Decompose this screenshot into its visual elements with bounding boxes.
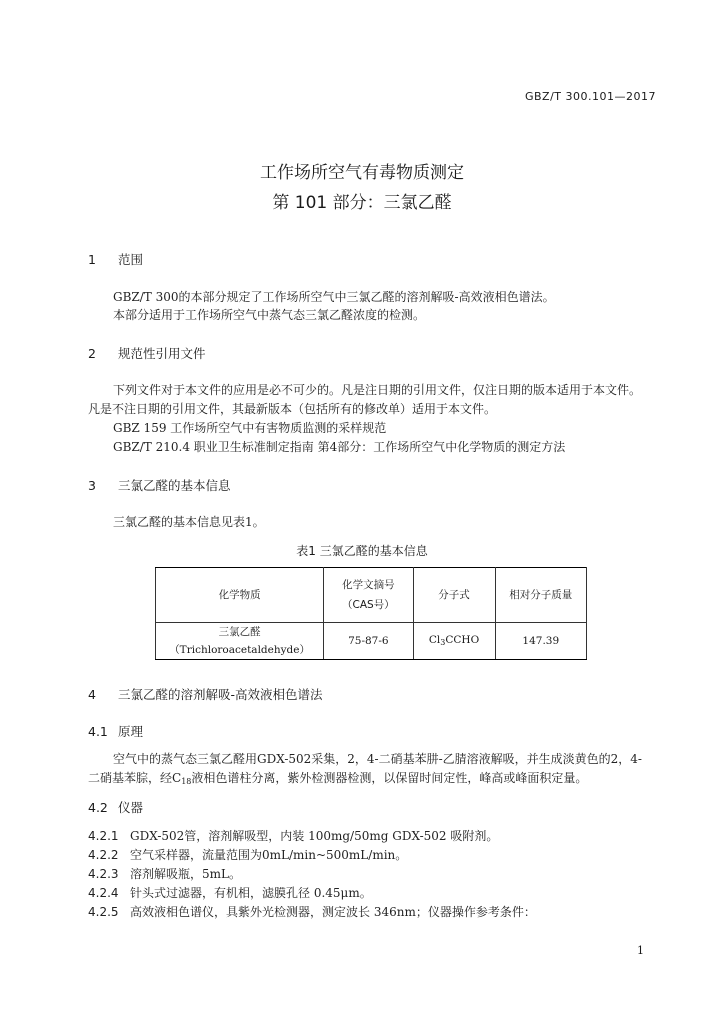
cell-cas: 75-87-6: [324, 623, 413, 660]
header-substance: 化学物质: [156, 568, 324, 623]
section-number: 4.2: [88, 800, 108, 815]
item-text: 高效液相色谱仪，具紫外光检测器，测定波长 346nm；仪器操作参考条件：: [130, 905, 536, 919]
section-number: 3: [88, 478, 96, 493]
instrument-item: [88, 846, 407, 863]
instrument-item: [88, 827, 498, 844]
paragraph: [88, 769, 587, 786]
text-part: 二硝基苯腙，经C: [88, 771, 182, 785]
section-heading-1: [88, 250, 143, 268]
table-row: [156, 623, 587, 660]
standard-number: GBZ/T 300.101—2017: [524, 90, 656, 103]
document-subtitle: 第 101 部分：三氯乙醛: [272, 193, 452, 213]
paragraph: 下列文件对于本文件的应用是必不可少的。凡是注日期的引用文件，仅注日期的版本适用于本文件。: [113, 383, 642, 397]
header-cas-line1: 化学文摘号: [342, 579, 395, 591]
section-number: 4: [88, 687, 96, 702]
instrument-item: [88, 903, 536, 920]
item-number: 4.2.4: [88, 886, 119, 900]
section-title: 规范性引用文件: [118, 346, 206, 361]
basic-info-table: [155, 567, 587, 660]
substance-name-cn: 三氯乙醛: [218, 626, 261, 638]
section-number: 2: [88, 346, 96, 361]
formula-part: CCHO: [445, 633, 480, 646]
reference-item: GBZ/T 210.4 职业卫生标准制定指南 第4部分：工作场所空气中化学物质的测定方法: [113, 440, 566, 454]
cell-mass: 147.39: [495, 623, 586, 660]
section-title: 范围: [118, 252, 144, 267]
section-heading-2: [88, 344, 206, 362]
item-number: 4.2.1: [88, 829, 119, 843]
header-formula: 分子式: [413, 568, 495, 623]
paragraph: 本部分适用于工作场所空气中蒸气态三氯乙醛浓度的检测。: [113, 308, 426, 322]
section-title: 仪器: [118, 800, 144, 815]
section-heading-4-1: [88, 722, 143, 740]
subscript: 18: [181, 777, 192, 786]
section-title: 原理: [118, 724, 144, 739]
item-text: 溶剂解吸瓶，5mL。: [130, 867, 241, 881]
header-cas: [324, 568, 413, 623]
section-heading-3: [88, 476, 231, 494]
table-caption: 表1 三氯乙醛的基本信息: [296, 544, 428, 558]
section-title: 三氯乙醛的基本信息: [118, 478, 231, 493]
cell-formula: [413, 623, 495, 660]
paragraph: GBZ/T 300的本部分规定了工作场所空气中三氯乙醛的溶剂解吸-高效液相色谱法。: [113, 290, 555, 304]
paragraph: 凡是不注日期的引用文件，其最新版本（包括所有的修改单）适用于本文件。: [88, 402, 497, 416]
table-header-row: [156, 568, 587, 623]
cell-substance: [156, 623, 324, 660]
header-cas-line2: （CAS号）: [342, 599, 395, 611]
item-text: 空气采样器，流量范围为0mL/min~500mL/min。: [130, 848, 408, 862]
formula-subscript: 3: [440, 637, 446, 647]
item-number: 4.2.5: [88, 905, 119, 919]
text-part: 液相色谱柱分离，紫外检测器检测，以保留时间定性，峰高或峰面积定量。: [191, 771, 588, 785]
page-number: 1: [637, 944, 644, 957]
section-heading-4-2: [88, 798, 143, 816]
section-number: 1: [88, 252, 96, 267]
instrument-item: [88, 865, 241, 882]
paragraph: 三氯乙醛的基本信息见表1。: [113, 515, 265, 529]
section-title: 三氯乙醛的溶剂解吸-高效液相色谱法: [118, 687, 323, 702]
item-number: 4.2.2: [88, 848, 119, 862]
instrument-item: [88, 884, 372, 901]
reference-item: GBZ 159 工作场所空气中有害物质监测的采样规范: [113, 421, 387, 435]
substance-name-en: （Trichloroacetaldehyde）: [169, 644, 310, 656]
item-text: 针头式过滤器，有机相，滤膜孔径 0.45μm。: [130, 886, 372, 900]
document-title: 工作场所空气有毒物质测定: [260, 163, 464, 183]
item-number: 4.2.3: [88, 867, 119, 881]
section-heading-4: [88, 685, 323, 703]
header-mass: 相对分子质量: [495, 568, 586, 623]
section-number: 4.1: [88, 724, 108, 739]
formula-part: Cl: [428, 633, 441, 646]
paragraph: 空气中的蒸气态三氯乙醛用GDX-502采集，2，4-二硝基苯肼-乙腈溶液解吸，并生成淡黄色的2，4-: [113, 752, 642, 766]
item-text: GDX-502管，溶剂解吸型，内装 100mg/50mg GDX-502 吸附剂。: [130, 829, 499, 843]
